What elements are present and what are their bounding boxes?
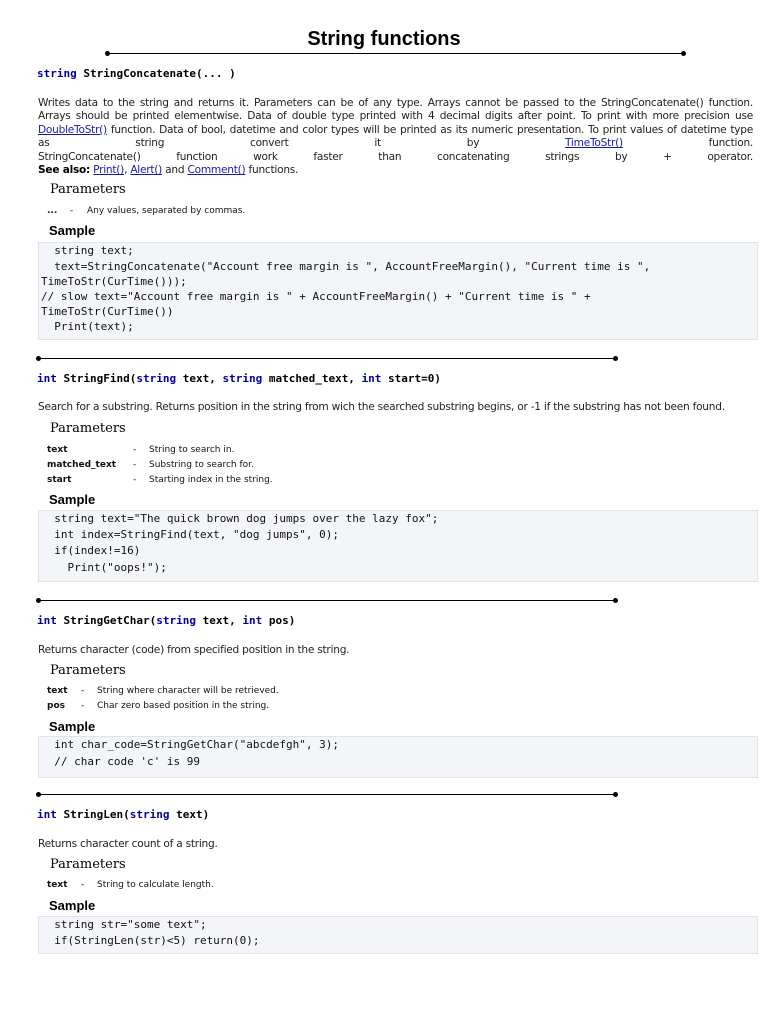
param-name: text bbox=[47, 880, 68, 890]
page-title: String functions bbox=[307, 28, 461, 50]
param-separator: - bbox=[81, 880, 85, 890]
sample-heading: Sample bbox=[49, 223, 96, 238]
doubletostr-link[interactable]: DoubleToStr() bbox=[38, 123, 107, 136]
param-description: Substring to search for. bbox=[149, 460, 254, 470]
see-also-line: See also: Print(), Alert() and Comment() functions. bbox=[38, 164, 299, 177]
title-rule bbox=[107, 53, 684, 54]
code-sample bbox=[38, 242, 758, 340]
rule-dot bbox=[613, 792, 618, 797]
rule-dot bbox=[613, 598, 618, 603]
see-also-label: See also: bbox=[38, 164, 91, 177]
section-rule bbox=[38, 794, 616, 795]
param-name: ... bbox=[47, 206, 58, 216]
param-separator: - bbox=[133, 445, 137, 455]
function-description-stringgetchar: Returns character (code) from specified position in the string. bbox=[38, 644, 350, 656]
comment-link[interactable]: Comment() bbox=[187, 164, 246, 177]
function-description-stringfind: Search for a substring. Returns position in the string from wich the searched substring begins, or -1 if the substring has not been found. bbox=[38, 401, 725, 413]
param-description: String to search in. bbox=[149, 445, 235, 455]
param-separator: - bbox=[81, 686, 85, 696]
code-line: int index=StringFind(text, "dog jumps", 0); bbox=[41, 528, 340, 541]
function-signature-stringlen: int StringLen(string text) bbox=[37, 808, 210, 821]
code-line: TimeToStr(CurTime()) bbox=[41, 305, 174, 318]
code-line: string str="some text"; bbox=[41, 918, 207, 931]
function-signature-stringconcatenate: string StringConcatenate(... ) bbox=[37, 67, 236, 80]
code-line: TimeToStr(CurTime())); bbox=[41, 275, 187, 288]
description-line: DoubleToStr() function. Data of bool, datetime and color types will be printed as its numeric presentation. To print values of datetime type bbox=[38, 123, 753, 136]
code-line: Print("oops!"); bbox=[41, 561, 167, 574]
code-line: string text="The quick brown dog jumps over the lazy fox"; bbox=[41, 512, 439, 525]
parameters-heading: Parameters bbox=[50, 857, 126, 872]
parameters-heading: Parameters bbox=[50, 663, 126, 678]
rule-dot bbox=[105, 51, 110, 56]
function-description-stringlen: Returns character count of a string. bbox=[38, 838, 218, 850]
print-link[interactable]: Print() bbox=[93, 164, 125, 177]
code-line: // slow text="Account free margin is " + AccountFreeMargin() + "Current time is " + bbox=[41, 290, 591, 303]
sample-heading: Sample bbox=[49, 492, 96, 507]
code-line: string text; bbox=[41, 244, 134, 257]
parameters-heading: Parameters bbox=[50, 182, 126, 197]
function-signature-stringgetchar: int StringGetChar(string text, int pos) bbox=[37, 614, 296, 627]
code-line: text=StringConcatenate("Account free margin is ", AccountFreeMargin(), "Current time is ", bbox=[41, 260, 651, 273]
rule-dot bbox=[613, 356, 618, 361]
param-name: text bbox=[47, 686, 68, 696]
param-separator: - bbox=[70, 206, 74, 216]
code-line: if(StringLen(str)<5) return(0); bbox=[41, 934, 260, 947]
description-line: Writes data to the string and returns it. Parameters can be of any type. Arrays cannot be passed to the StringConcatenate() function. bbox=[38, 97, 753, 109]
sample-heading: Sample bbox=[49, 719, 96, 734]
param-description: Char zero based position in the string. bbox=[97, 701, 270, 711]
timetostr-link[interactable]: TimeToStr() bbox=[565, 137, 623, 150]
param-description: String to calculate length. bbox=[97, 880, 214, 890]
alert-link[interactable]: Alert() bbox=[130, 164, 163, 177]
param-name: pos bbox=[47, 701, 65, 711]
description-line: as string convert it by TimeToStr() function. bbox=[38, 137, 754, 150]
code-sample bbox=[38, 736, 758, 778]
section-rule bbox=[38, 358, 616, 359]
description-line: Arrays should be printed elementwise. Data of double type printed with 4 decimal digits after point. To print with more precision use bbox=[38, 110, 753, 123]
param-name: text bbox=[47, 445, 68, 455]
function-description-stringconcatenate bbox=[38, 97, 753, 177]
param-description: Starting index in the string. bbox=[149, 475, 273, 485]
function-signature-stringfind: int StringFind(string text, string matched_text, int start=0) bbox=[37, 372, 442, 385]
code-line: int char_code=StringGetChar("abcdefgh", 3); bbox=[41, 738, 340, 751]
parameters-heading: Parameters bbox=[50, 421, 126, 436]
param-description: Any values, separated by commas. bbox=[87, 206, 246, 216]
code-sample bbox=[38, 510, 758, 582]
rule-dot bbox=[36, 792, 41, 797]
param-separator: - bbox=[133, 475, 137, 485]
param-description: String where character will be retrieved. bbox=[97, 686, 279, 696]
rule-dot bbox=[681, 51, 686, 56]
code-line: Print(text); bbox=[41, 320, 134, 333]
code-line: // char code 'c' is 99 bbox=[41, 755, 200, 768]
code-sample bbox=[38, 916, 758, 954]
section-rule bbox=[38, 600, 616, 601]
rule-dot bbox=[36, 356, 41, 361]
param-name: matched_text bbox=[47, 460, 117, 470]
param-separator: - bbox=[81, 701, 85, 711]
sample-heading: Sample bbox=[49, 898, 96, 913]
rule-dot bbox=[36, 598, 41, 603]
description-line: StringConcatenate() function work faster than concatenating strings by + operator. bbox=[38, 150, 754, 163]
param-name: start bbox=[47, 475, 72, 485]
param-separator: - bbox=[133, 460, 137, 470]
code-line: if(index!=16) bbox=[41, 544, 141, 557]
